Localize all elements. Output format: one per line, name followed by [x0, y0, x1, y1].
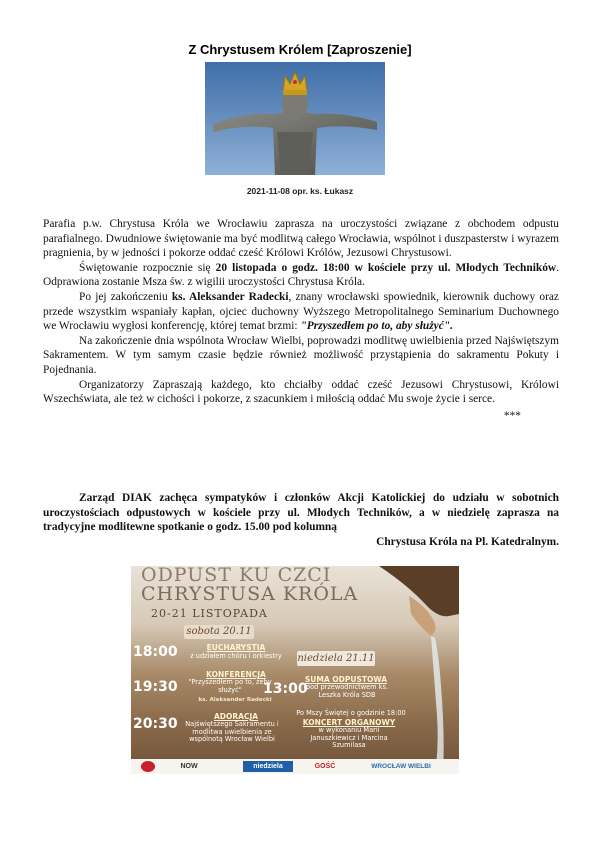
poster-title-line2: CHRYSTUSA KRÓLA [141, 583, 359, 605]
christ-the-king-statue-image [205, 62, 385, 175]
diak-text-end: Chrystusa Króla na Pl. Katedralnym. [376, 535, 559, 548]
logo-gosc: GOŚĆ [314, 763, 336, 770]
poster-time-1800: 18:00 [133, 644, 178, 660]
article-body [43, 217, 559, 423]
statue-illustration [205, 62, 385, 175]
article-title: Z Chrystusem Królem [Zaproszenie] [188, 42, 412, 57]
poster-title-line1: ODPUST KU CZCI [141, 566, 332, 586]
poster-day-saturday: sobota 20.11 [184, 625, 254, 639]
poster-event-konferencja-speaker: ks. Aleksander Radecki [198, 697, 272, 703]
poster-time-1930: 19:30 [133, 679, 178, 695]
poster-event-eucharystia: EUCHARYSTIA [206, 643, 266, 652]
p3-bold: ks. Aleksander Radecki [171, 290, 289, 303]
p2-text: Świętowanie rozpocznie się [79, 261, 216, 274]
poster-event-konferencja-sub: "Przyszedłem po to, żeby służyć" [188, 678, 272, 694]
article-meta [0, 186, 600, 196]
poster-event-koncert: KONCERT ORGANOWY [302, 718, 396, 727]
p3-text: Po jej zakończeniu [79, 290, 172, 303]
p2-text-end: . Odprawiona zostanie Msza św. z wigilii uroczystości Chrystusa Króla. [43, 261, 559, 289]
poster-event-suma: SUMA ODPUSTOWA [304, 675, 388, 684]
poster-event-suma-sub: pod przewodnictwem ks. Leszka Króla SDB [305, 683, 389, 699]
poster-event-koncert-sub: w wykonaniu Marii Januszkiewicz i Marcina Szumilasa [310, 726, 388, 750]
poster-time-2030: 20:30 [133, 716, 178, 732]
poster-event-konferencja: KONFERENCJA [206, 670, 266, 679]
paragraph-start [43, 261, 559, 290]
diak-text: Zarząd DIAK zachęca sympatyków i członków Akcji Katolickiej do udziału w sobotnich uroczystościach odpustowych w kościele przy ul. Młodych Techników, a w niedzielę zaprasza na tradycyjne modlitewne spotkanie o godz. 15.00 pod kolumną [43, 492, 559, 534]
diak-announcement [43, 491, 559, 549]
logo-niedziela: niedziela [243, 761, 293, 772]
poster-event-koncert-pre: Po Mszy Świętej o godzinie 18:00 [296, 709, 406, 717]
poster-logos-bar [131, 759, 459, 774]
logo-now: NOW [180, 763, 198, 770]
paragraph-intro: Parafia p.w. Chrystusa Króla we Wrocławiu zaprasza na uroczystości związane z obchodem odpustu parafialnego. Dwudniowe świętowanie ma być modlitwą całego Wrocławia, wspólnot i duszpasterstw i wyrazem pragnienia, by w jedności i pokorze oddać cześć Królowi Królów, Jezusowi Chrystusowi. [43, 218, 559, 260]
paragraph-organizers: Organizatorzy Zapraszają każdego, kto chciałby oddać cześć Jezusowi Chrystusowi, Królowi Wszechświata, ale też w cichości i pokorze, z szacunkiem i miłością oddać Mu swoje życie i serce. [43, 378, 559, 406]
paragraph-conference [43, 290, 559, 334]
paragraph-adoration: Na zakończenie dnia wspólnota Wrocław Wielbi, poprowadzi modlitwę uwielbienia przed Najświętszym Sakramentem. W tym samym czasie będzie również możliwość przystąpienia do sakramentu Pokuty i Pojednania. [43, 334, 559, 376]
conference-topic-quote: "Przyszedłem po to, aby służyć". [300, 320, 453, 333]
poster-event-adoracja: ADORACJA [213, 712, 259, 721]
poster-day-sunday: niedziela 21.11 [297, 653, 375, 664]
p2-bold: 20 listopada o godz. 18:00 w kościele przy ul. Młodych Techników [215, 261, 557, 274]
separator-stars: *** [503, 409, 521, 422]
poster-dates: 20-21 LISTOPADA [151, 607, 268, 620]
poster-event-adoracja-sub: Najświętszego Sakramentu i modlitwa uwielbienia ze wspólnotą Wrocław Wielbi [185, 720, 279, 744]
poster-event-eucharystia-sub: z udziałem chóru i orkiestry [190, 652, 282, 660]
article-author: opr. ks. Łukasz [292, 186, 354, 196]
article-date: 2021-11-08 [246, 186, 290, 196]
p3-text-end: , znany wrocławski spowiednik, kierownik duchowy oraz przede wszystkim wspaniały kapłan, ojciec duchowny Wyższego Metropolitalnego Seminarium Duchownego we Wrocławiu wygłosi konferencję, której temat brzmi: [43, 290, 559, 333]
poster-time-1300: 13:00 [263, 681, 308, 697]
logo-wroclaw-wielbi: WROCŁAW WIELBI [371, 763, 431, 770]
parish-crest-icon [141, 761, 155, 772]
event-poster [131, 566, 459, 774]
